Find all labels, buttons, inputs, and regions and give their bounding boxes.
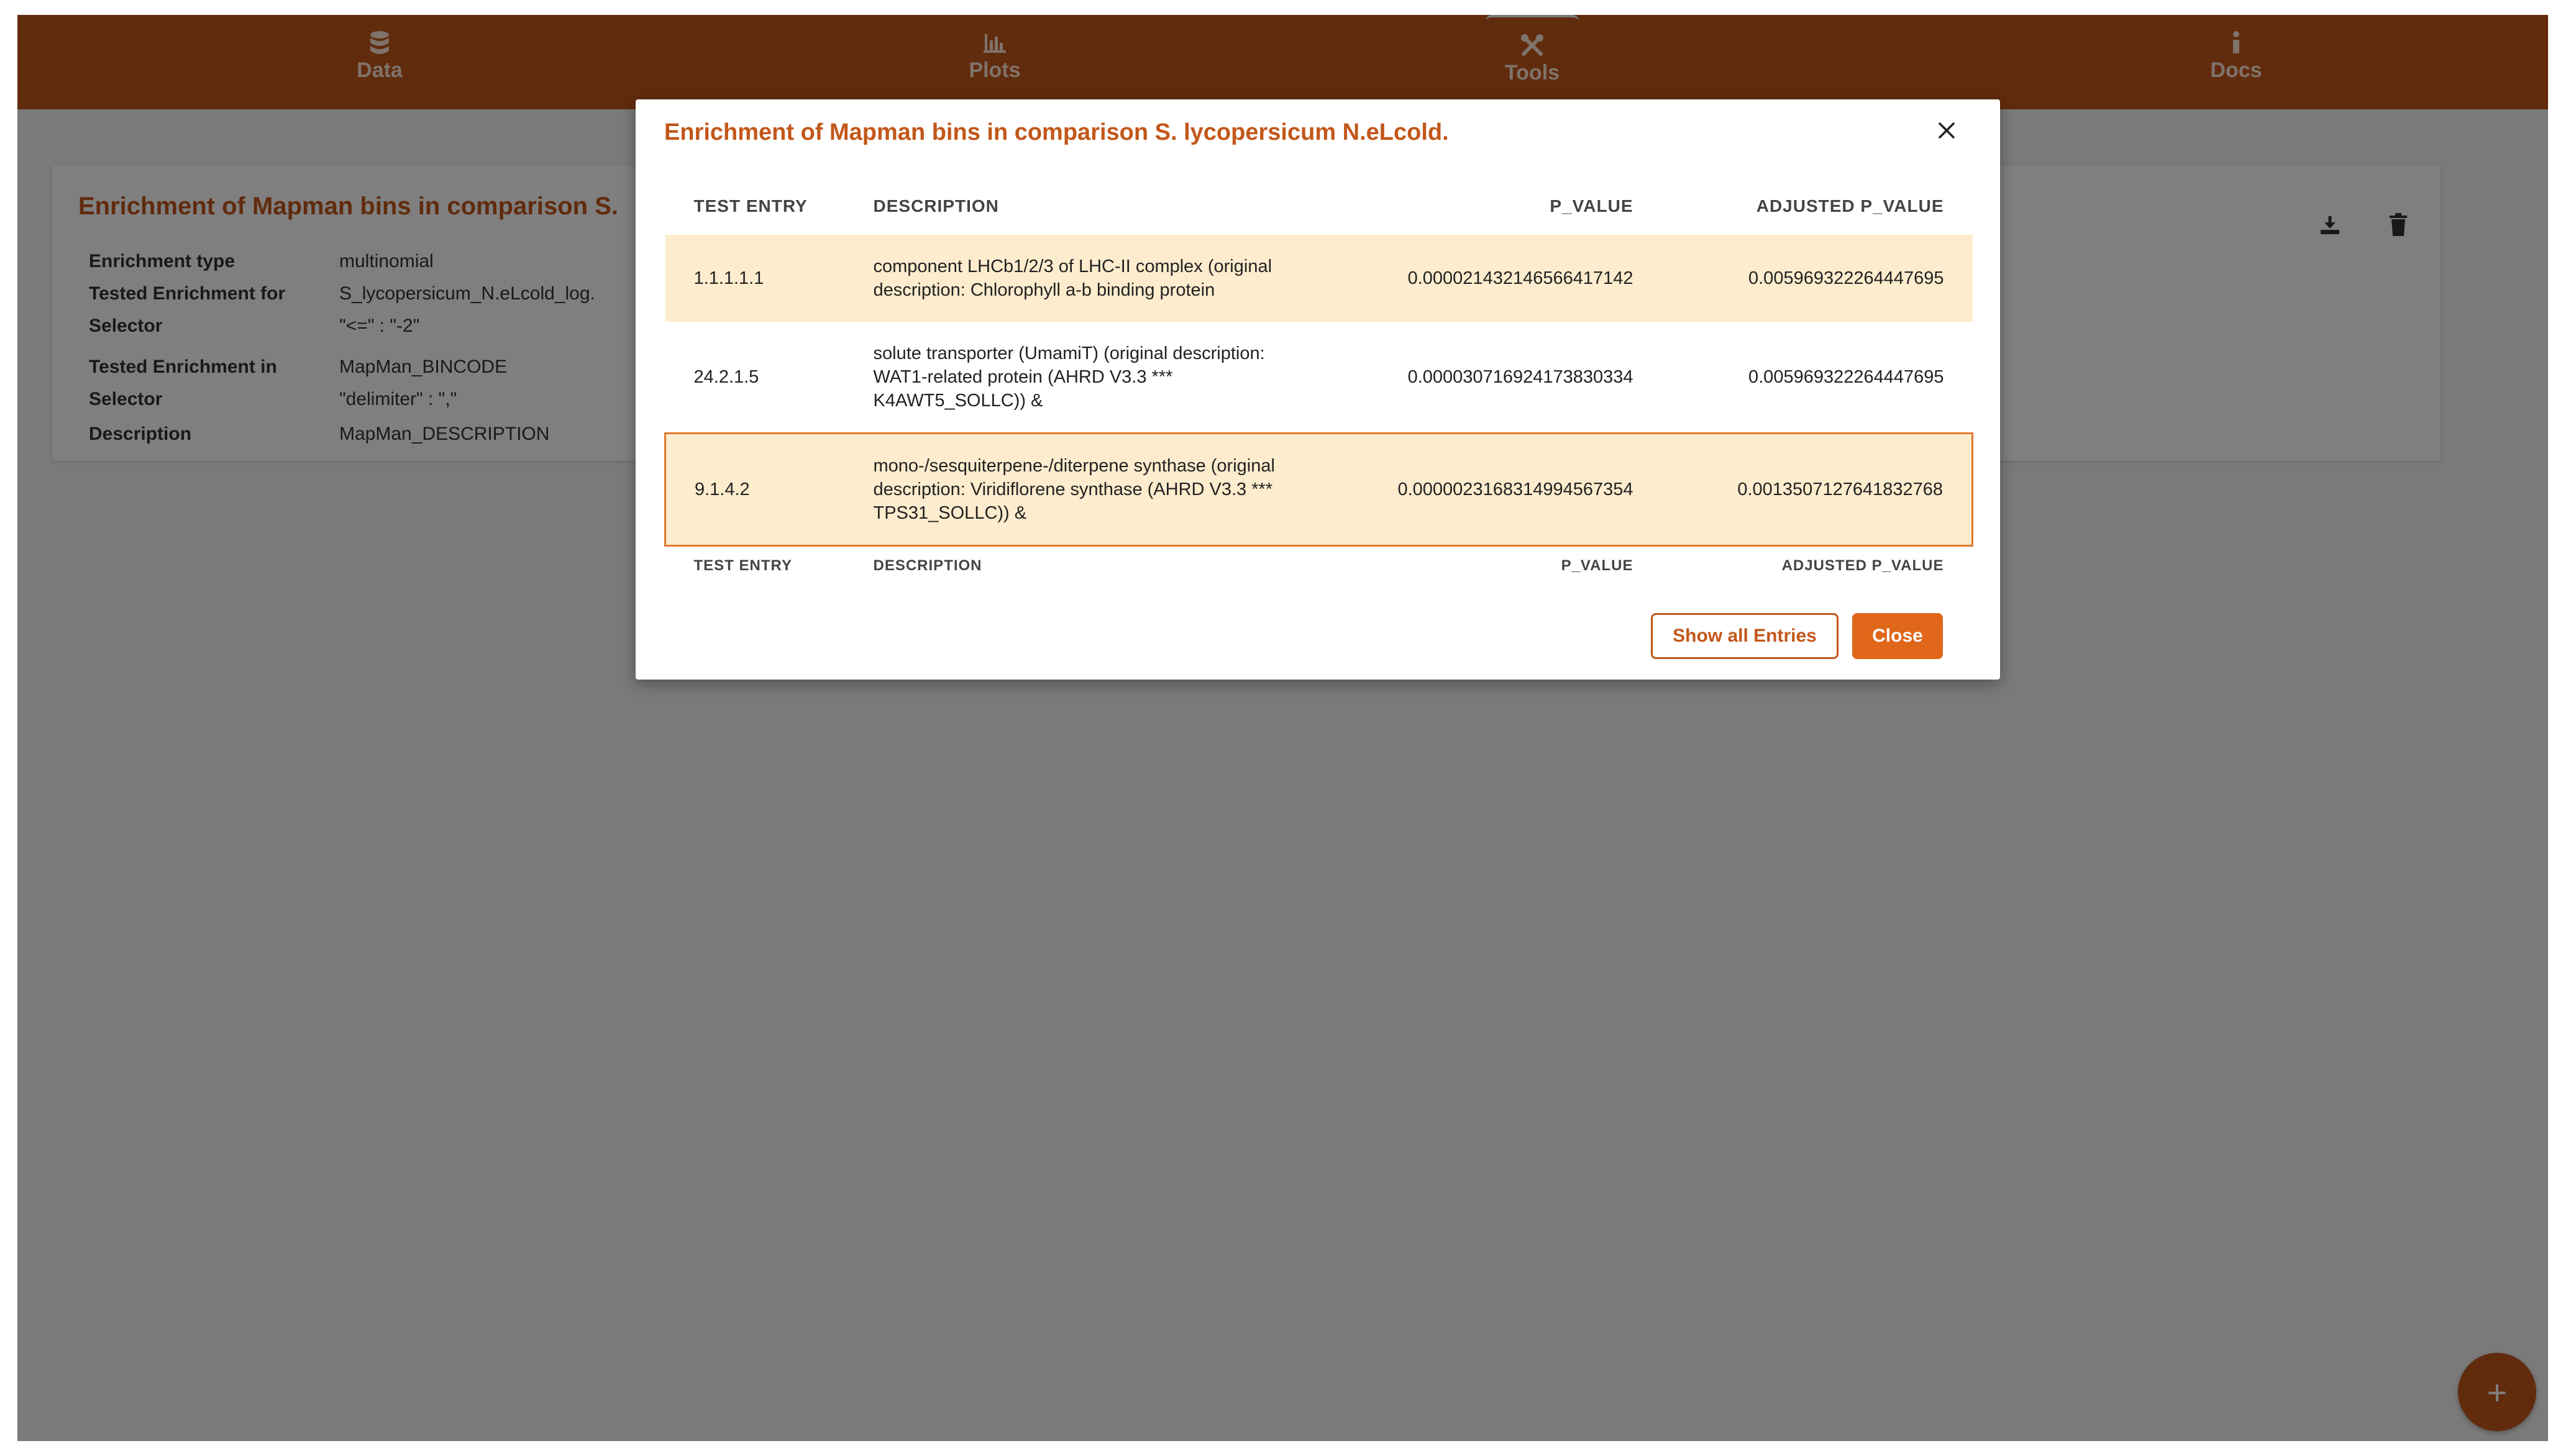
col-header-p-value[interactable]: P_VALUE [1550,196,1633,216]
modal-title: Enrichment of Mapman bins in comparison S. lycopersicum N.eLcold. [664,119,1449,145]
cell-p-value: 0.000030716924173830334 [1330,322,1662,434]
description-line: K4AWT5_SOLLC)) & [873,391,1043,411]
col-header-description[interactable]: DESCRIPTION [873,196,999,216]
enrichment-modal [636,99,2000,680]
cell-description [845,322,1330,434]
footer-header-test-entry: TEST ENTRY [693,557,792,574]
col-header-test-entry[interactable]: TEST ENTRY [693,196,808,216]
close-icon [1938,122,1955,142]
footer-header-description: DESCRIPTION [873,557,982,574]
table-row[interactable] [665,322,1973,434]
cell-test-entry: 9.1.4.2 [665,434,845,546]
cell-adjusted-p-value: 0.005969322264447695 [1662,322,1973,434]
cell-description [845,434,1330,546]
description-line: mono-/sesquiterpene-/diterpene synthase (original [873,456,1275,476]
table-header-row [665,178,1973,235]
app-window [17,15,2548,1441]
table-footer-row [665,546,1973,586]
cell-test-entry: 1.1.1.1.1 [665,235,845,322]
description-line: TPS31_SOLLC)) & [873,503,1027,523]
cell-adjusted-p-value: 0.005969322264447695 [1662,235,1973,322]
close-button[interactable]: Close [1852,613,1943,659]
table-row-selected[interactable] [665,434,1973,546]
description-line: description: Chlorophyll a-b binding protein [873,280,1215,300]
cell-description [845,235,1330,322]
description-line: solute transporter (UmamiT) (original description: [873,344,1265,363]
footer-header-adjusted-p-value: ADJUSTED P_VALUE [1781,557,1944,574]
col-header-adjusted-p-value[interactable]: ADJUSTED P_VALUE [1756,196,1944,216]
cell-adjusted-p-value: 0.0013507127641832768 [1662,434,1973,546]
description-line: WAT1-related protein (AHRD V3.3 *** [873,367,1173,387]
footer-header-p-value: P_VALUE [1561,557,1633,574]
enrichment-results-table [664,178,1973,585]
description-line: component LHCb1/2/3 of LHC-II complex (original [873,257,1272,276]
description-line: description: Viridiflorene synthase (AHRD V3.3 *** [873,480,1273,499]
cell-p-value: 0.0000023168314994567354 [1330,434,1662,546]
modal-close-x-button[interactable] [1928,113,1965,150]
show-all-entries-button[interactable]: Show all Entries [1651,613,1839,659]
cell-test-entry: 24.2.1.5 [665,322,845,434]
table-row[interactable] [665,235,1973,322]
cell-p-value: 0.000021432146566417142 [1330,235,1662,322]
